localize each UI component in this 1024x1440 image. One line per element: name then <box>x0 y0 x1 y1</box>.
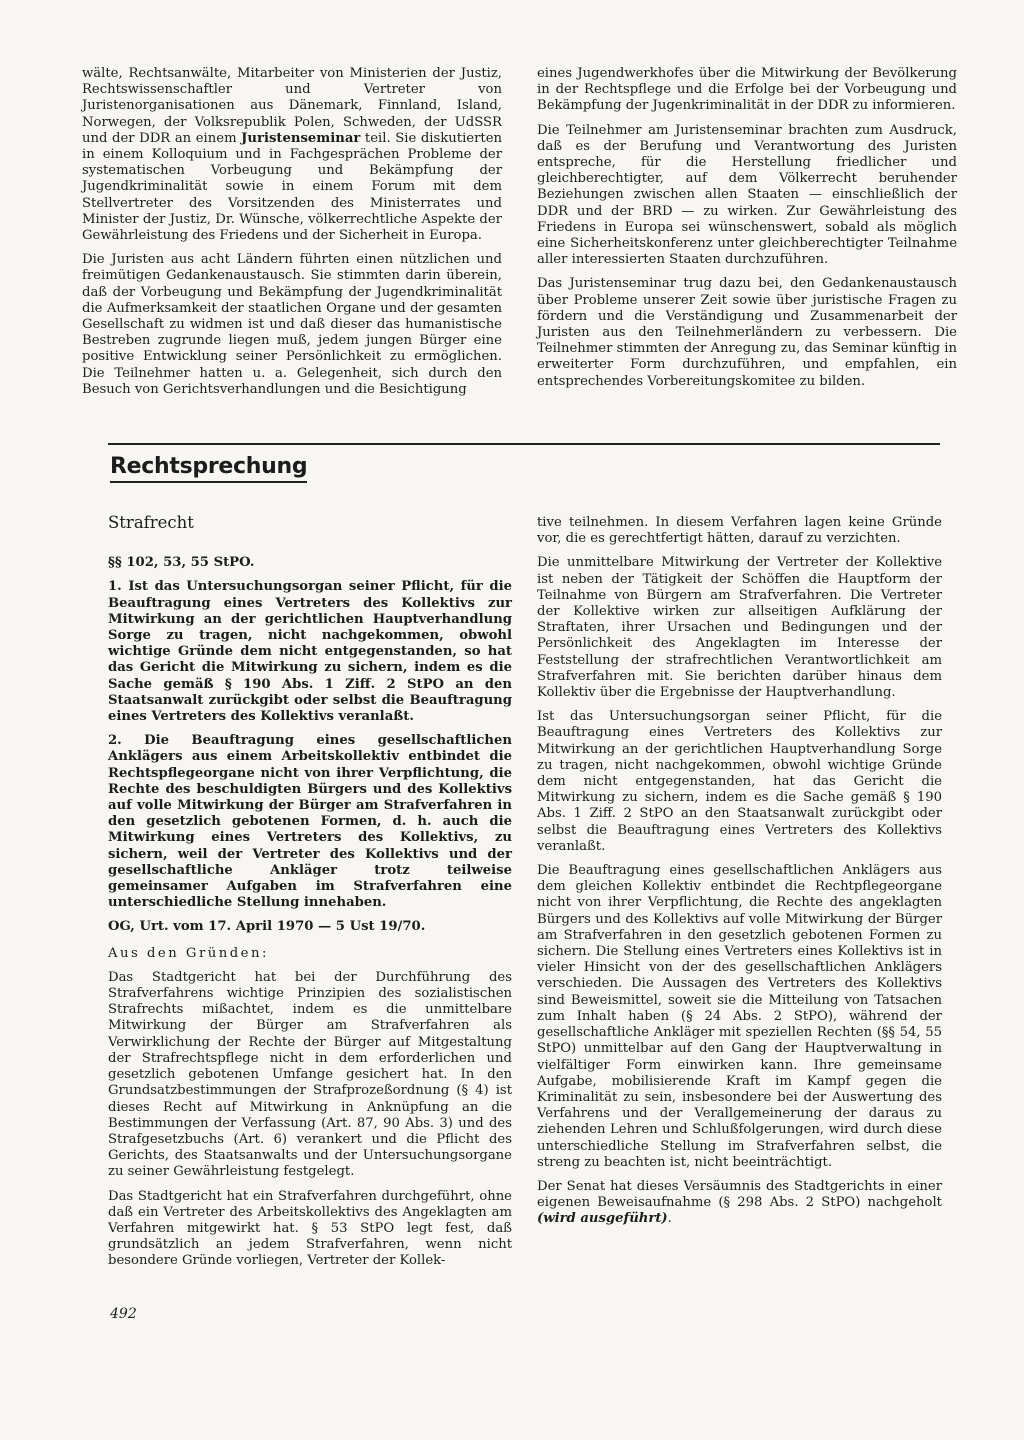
top-right-column <box>537 66 957 398</box>
paragraph: wälte, Rechtsanwälte, Mitarbeiter von Ministerien der Justiz, Rechtswissenschaftler und Vertreter von Juristenorganisationen aus Dänemark, Finnland, Island, Norwegen, der Volksrepublik Polen, Schweden, der UdSSR und der DDR an einem Juristenseminar teil. Sie diskutierten in einem Kolloquium und in Fachgesprächen Probleme der systematischen Vorbeugung und Bekämpfung der Jugendkriminalität sowie in einem Forum mit dem Stellvertreter des Vorsitzenden des Ministerrates und Minister der Justiz, Dr. Wünsche, völkerrechtliche Aspekte der Gewährleistung des Friedens und der Sicherheit in Europa. <box>82 66 502 244</box>
headnote-2: 2. Die Beauftragung eines gesellschaftlichen Anklägers aus einem Arbeitskollektiv entbindet die Rechtspflegeorgane nicht von ihrer Verpflichtung, die Rechte des beschuldigten Bürgers und des Kollektivs auf volle Mitwirkung der Bürger am Strafverfahren in den gesetzlich gebotenen Formen, d. h. auch die Mitwirkung eines Vertreters des Kollektivs, zu sichern, weil der Vertreter des Kollektivs und der gesellschaftliche Ankläger trotz teilweise gemeinsamer Aufgaben im Strafverfahren eine unterschiedliche Stellung innehaben. <box>108 733 512 911</box>
court-reference: OG, Urt. vom 17. April 1970 — 5 Ust 19/70. <box>108 919 426 935</box>
paragraph: Das Juristenseminar trug dazu bei, den Gedankenaustausch über Probleme unserer Zeit sowie über juristische Fragen zu fördern und die Verständigung und Zusammenarbeit der Juristen aus den Teilnehmerländern zu verbessern. Die Teilnehmer stimmten der Anregung zu, das Seminar künftig in erweiterter Form durchzuführen, und empfahlen, ein entsprechendes Vorbereitungskomitee zu bilden. <box>537 276 957 389</box>
section-title: Rechtsprechung <box>110 454 307 483</box>
paragraph: tive teilnehmen. In diesem Verfahren lagen keine Gründe vor, die es gerechtfertigt hätten, darauf zu verzichten. <box>537 515 942 547</box>
top-left-column <box>82 66 502 406</box>
bottom-left-column <box>108 515 512 1278</box>
paragraph: Das Stadtgericht hat ein Strafverfahren durchgeführt, ohne daß ein Vertreter des Arbeitskollektivs des Angeklagten am Verfahren mitgewirkt hat. § 53 StPO legt fest, daß grundsätzlich an jedem Strafverfahren, wenn nicht besondere Gründe vorliegen, Vertreter der Kollek- <box>108 1188 512 1269</box>
paragraph: Ist das Untersuchungsorgan seiner Pflicht, für die Beauftragung eines Vertreters des Kollektivs zur Mitwirkung an der gerichtlichen Hauptverhandlung Sorge zu tragen, nicht nachgekommen, obwohl wichtige Gründe dem nicht entgegenstanden, hat das Gericht die Mitwirkung zu sichern, indem es die Sache gemäß § 190 Abs. 1 Ziff. 2 StPO an den Staatsanwalt zurückgibt oder selbst die Beauftragung eines Vertreters des Kollektivs veranlaßt. <box>537 709 942 854</box>
paragraph: eines Jugendwerkhofes über die Mitwirkung der Bevölkerung in der Rechtspflege und die Erfolge bei der Vorbeugung und Bekämpfung der Jugenkriminalität in der DDR zu informieren. <box>537 66 957 114</box>
paragraph: Das Stadtgericht hat bei der Durchführung des Strafverfahrens wichtige Prinzipien des sozialistischen Strafrechts mißachtet, indem es die unmittelbare Mitwirkung der Bürger am Strafverfahren als Verwirklichung der Rechte der Bürger auf Mitgestaltung der Strafrechtspflege nicht in dem erforderlichen und gesetzlich gebotenen Umfange gesichert hat. In den Grundsatzbestimmungen der Strafprozeßordnung (§ 4) ist dieses Recht auf Mitwirkung in Anknüpfung an die Bestimmungen der Verfassung (Art. 87, 90 Abs. 3) und des Strafgesetzbuchs (Art. 6) verankert und die Pflicht des Gerichts, des Staatsanwalts und der Untersuchungsorgane zu seiner Gewährleistung festgelegt. <box>108 969 512 1180</box>
italic-note: (wird ausgeführt) <box>537 1211 668 1227</box>
paragraph: Die Beauftragung eines gesellschaftlichen Anklägers aus dem gleichen Kollektiv entbindet die Rechtpflegeorgane nicht von ihrer Verpflichtung, die Rechte des angeklagten Bürgers und des Kollektivs auf volle Mitwirkung der Bürger am Strafverfahren in den gesetzlich gebotenen Formen zu sichern. Die Stellung eines Vertreters eines Kollektivs ist in vieler Hinsicht von der des gesellschaftlichen Anklägers verschieden. Die Aussagen des Vertreters des Kollektivs sind Beweismittel, soweit sie die Mitteilung von Tatsachen zum Inhalt haben (§ 24 Abs. 2 StPO), während der gesellschaftliche Ankläger mit speziellen Rechten (§§ 54, 55 StPO) unmittelbar auf den Gang der Hauptverwaltung in vielfältiger Form einwirken kann. Ihre gemeinsame Aufgabe, mobilisierende Kraft im Kampf gegen die Kriminalität zu sein, insbesondere bei der Auswertung des Verfahrens und der Verallgemeinerung der daraus zu ziehenden Lehren und Schlußfolgerungen, wird durch diese unterschiedliche Stellung im Strafverfahren selbst, die streng zu beachten ist, nicht beeinträchtigt. <box>537 863 942 1170</box>
bottom-right-column <box>537 515 942 1236</box>
paragraph: Die Teilnehmer am Juristenseminar brachten zum Ausdruck, daß es der Berufung und Verantwortung des Juristen entspreche, für die Herstellung friedlicher und gleichberechtigter, auf dem Völkerrecht beruhender Beziehungen zwischen allen Staaten — einschließlich der DDR und der BRD — zu wirken. Zur Gewährleistung des Friedens in Europa sei wünschenswert, sobald als möglich eine Sicherheitskonferenz unter gleichberechtigter Teilnahme aller interessierten Staaten durchzuführen. <box>537 122 957 268</box>
paragraph: Der Senat hat dieses Versäumnis des Stadtgerichts in einer eigenen Beweisaufnahme (§ 298 Abs. 2 StPO) nachgeholt (wird ausgeführt). <box>537 1178 942 1227</box>
paragraph: Die unmittelbare Mitwirkung der Vertreter der Kollektive ist neben der Tätigkeit der Schöffen die Hauptform der Teilnahme von Bürgern am Strafverfahren. Die Vertreter der Kollektive wirken zur allseitigen Aufklärung der Straftaten, ihrer Ursachen und Bedingungen und der Persönlichkeit des Angeklagten im Interesse der Feststellung der strafrechtlichen Verantwortlichkeit am Strafverfahren mit. Sie berichten darüber hinaus dem Kollektiv über die Ergebnisse der Hauptverhandlung. <box>537 555 942 701</box>
grounds-label: Aus den Gründen: <box>108 945 269 961</box>
headnote-1: 1. Ist das Untersuchungsorgan seiner Pflicht, für die Beauftragung eines Vertreters des Kollektivs zur Mitwirkung an der gerichtlichen Hauptverhandlung Sorge zu tragen, nicht nachgekommen, obwohl wichtige Gründe dem nicht entgegenstanden, so hat das Gericht die Mitwirkung zu sichern, indem es die Sache gemäß § 190 Abs. 1 Ziff. 2 StPO an den Staatsanwalt zurückgibt oder selbst die Beauftragung eines Vertreters des Kollektivs veranlaßt. <box>108 579 512 725</box>
legal-citation: §§ 102, 53, 55 StPO. <box>108 555 255 571</box>
bold-term: Juristenseminar <box>241 130 361 146</box>
page-number: 492 <box>110 1306 137 1322</box>
subsection-heading: Strafrecht <box>108 513 194 532</box>
section-divider <box>108 443 940 445</box>
paragraph: Die Juristen aus acht Ländern führten einen nützlichen und freimütigen Gedankenaustausch. Sie stimmten darin überein, daß der Vorbeugung und Bekämpfung der Jugendkriminalität die Aufmerksamkeit der staatlichen Organe und der gesamten Gesellschaft zu widmen ist und daß dieser das humanistische Bestreben zugrunde liegen muß, jedem jungen Bürger eine positive Entwicklung seiner Persönlichkeit zu ermöglichen. Die Teilnehmer hatten u. a. Gelegenheit, sich durch den Besuch von Gerichtsverhandlungen und die Besichtigung <box>82 252 502 397</box>
